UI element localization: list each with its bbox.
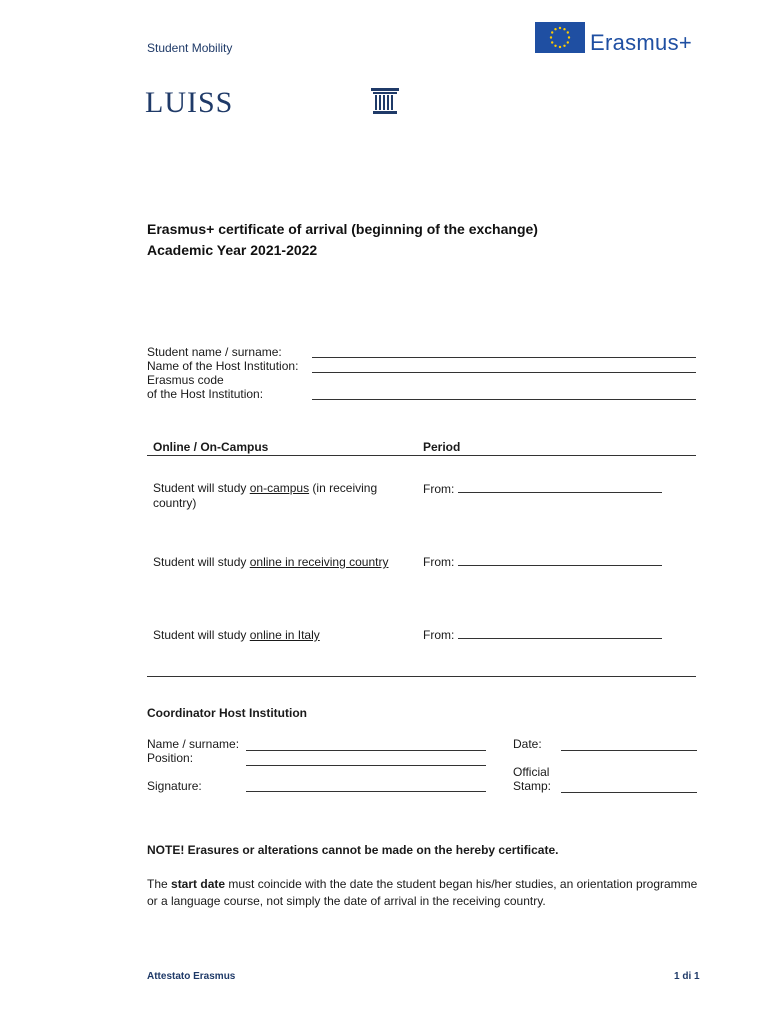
from-date-field[interactable] (458, 555, 662, 566)
on-campus-link: on-campus (249, 481, 310, 495)
period-on-campus (423, 482, 662, 497)
note-start-date: start date (171, 877, 226, 891)
row-text-line2: country) (153, 496, 197, 510)
date-label: Date: (513, 737, 542, 751)
table-header-period: Period (423, 440, 461, 454)
row-on-campus (153, 481, 403, 511)
eu-flag-icon (535, 22, 585, 53)
signature-field[interactable] (246, 791, 486, 792)
erasmus-code-label-2: of the Host Institution: (147, 387, 264, 401)
table-bottom-divider (147, 676, 696, 677)
note-line1-rest: must coincide with the date the student began his/her studies, an orientation programme (225, 877, 698, 891)
coordinator-heading: Coordinator Host Institution (147, 706, 307, 720)
stamp-label-2: Stamp: (513, 779, 552, 793)
row-online-italy (153, 628, 320, 643)
from-date-field[interactable] (458, 628, 662, 639)
row-text-prefix: Student will study (153, 628, 250, 642)
note-paragraph (147, 876, 707, 910)
note-line2: or a language course, not simply the date of arrival in the receiving country. (147, 894, 546, 908)
document-title (147, 219, 538, 261)
from-label: From: (423, 555, 455, 569)
erasmus-code-field[interactable] (312, 399, 696, 400)
column-logo-icon (371, 88, 399, 114)
stamp-label-1: Official (513, 765, 550, 779)
luiss-logo: LUISS (145, 86, 234, 119)
footer-document-name: Attestato Erasmus (147, 971, 236, 982)
note-warning: NOTE! Erasures or alterations cannot be made on the hereby certificate. (147, 843, 559, 857)
coordinator-name-field[interactable] (246, 750, 486, 751)
online-italy-link: online in Italy (249, 628, 320, 642)
host-institution-field[interactable] (312, 372, 696, 373)
coordinator-position-field[interactable] (246, 765, 486, 766)
note-prefix: The (147, 877, 172, 891)
footer-page-number: 1 di 1 (674, 971, 700, 982)
title-line-1: Erasmus+ certificate of arrival (beginning of the exchange) (147, 221, 538, 237)
erasmus-plus-logo: Erasmus+ (590, 30, 693, 55)
host-institution-label: Name of the Host Institution: (147, 359, 299, 373)
student-name-field[interactable] (312, 357, 696, 358)
table-header-mode: Online / On-Campus (153, 440, 269, 454)
from-label: From: (423, 482, 455, 496)
from-date-field[interactable] (458, 482, 662, 493)
table-header-divider (147, 455, 696, 456)
erasmus-code-label-1: Erasmus code (147, 373, 224, 387)
stamp-field[interactable] (561, 792, 697, 793)
row-text-prefix: Student will study (153, 555, 250, 569)
date-field[interactable] (561, 750, 697, 751)
online-receiving-link: online in receiving country (249, 555, 389, 569)
department-label: Student Mobility (147, 41, 233, 55)
row-text-prefix: Student will study (153, 481, 250, 495)
period-online-italy (423, 628, 662, 643)
row-text-suffix: (in receiving (309, 481, 378, 495)
coordinator-position-label: Position: (147, 751, 194, 765)
period-online-receiving (423, 555, 662, 570)
title-line-2: Academic Year 2021-2022 (147, 242, 318, 258)
coordinator-name-label: Name / surname: (147, 737, 240, 751)
row-online-receiving (153, 555, 388, 570)
signature-label: Signature: (147, 779, 202, 793)
student-name-label: Student name / surname: (147, 345, 282, 359)
from-label: From: (423, 628, 455, 642)
